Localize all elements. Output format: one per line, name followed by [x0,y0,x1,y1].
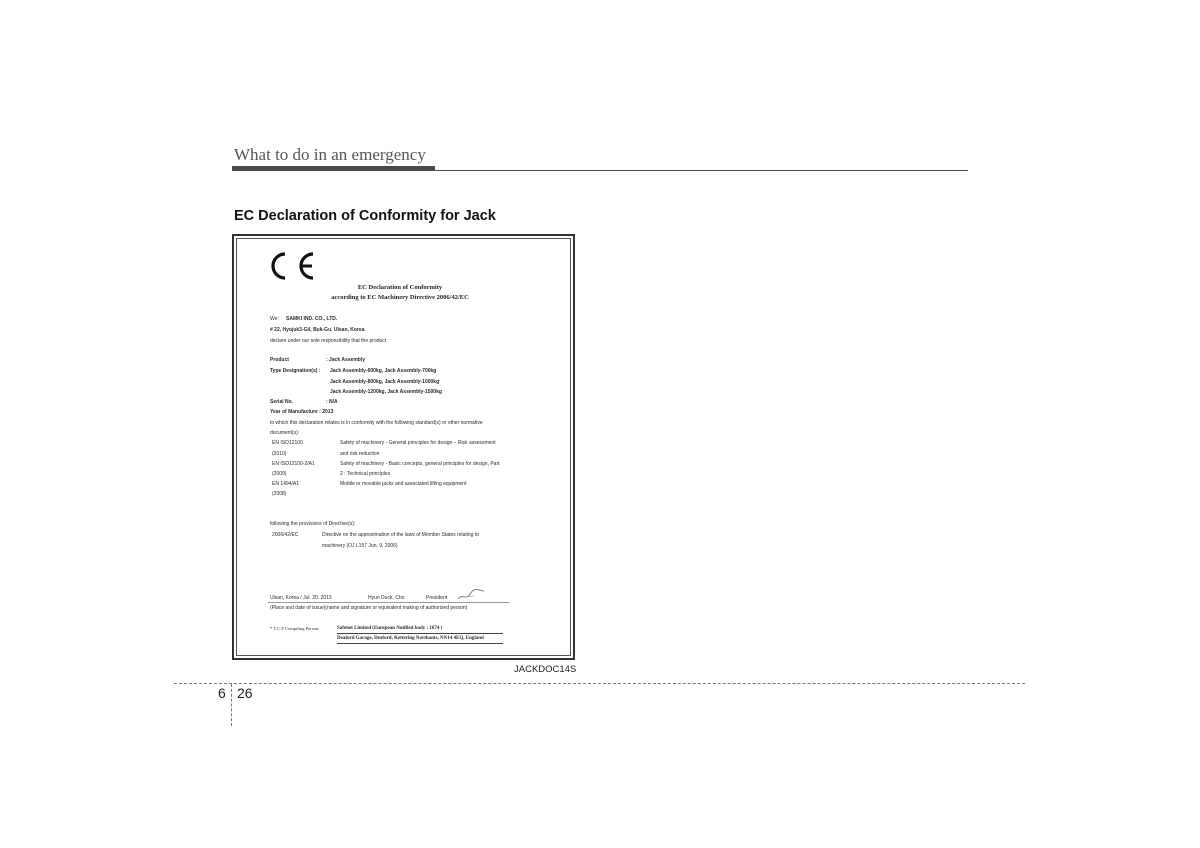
serial-label: Serial No. [270,399,294,405]
product-value: : Jack Assembly [326,357,366,363]
footer-dashed-divider [231,684,232,726]
chapter-header-title: What to do in an emergency [234,145,426,164]
type-designation-value: Jack Assembly-600kg, Jack Assembly-700kg [330,368,437,374]
conformity-statement-cont: document(s): [270,430,300,436]
company-name: SAMKI IND. CO., LTD. [286,316,338,322]
type-designation-value: Jack Assembly-800kg, Jack Assembly-1000kg [330,379,440,385]
standard-code: EN ISO12100 [272,440,303,446]
footer-dashed-rule [174,683,1025,684]
figure-caption-code: JACKDOC14S [514,664,577,675]
company-address: # 22, Hyojuk3-Gil, Buk-Gu, Ulsan, Korea [270,327,365,333]
standard-year: (2010) [272,451,287,457]
chapter-number: 6 [218,685,226,701]
directive-description: Directive on the approximation of the laws of Member States relating to [322,532,480,538]
standard-description-cont: 2 : Technical principles [340,471,391,477]
tcf-address: Deaford Garage, Deaford, Kettering Northants, NN14 4EQ, England [337,636,484,641]
standard-description-cont: and risk reduction [340,451,380,457]
section-title: EC Declaration of Conformity for Jack [234,208,496,224]
standard-code: EN 1494/A1 [272,481,299,487]
header-rule-thin [435,170,968,171]
directive-description-cont: machinery (OJ L157 Jun. 9, 2006) [322,543,398,549]
signature-place-date: Ulsan, Korea / Jul. 20. 2013 [270,595,332,601]
standard-code: EN ISO12100-2/A1 [272,461,315,467]
document-title-line-2: according to EC Machinery Directive 2006/42/EC [331,294,469,301]
year-of-manufacture: Year of Manufacture : 2013 [270,409,334,415]
provisions-statement: following the provisions of Directive(s): [270,521,356,527]
standard-description: Safety of machinery - General principles for design – Risk assessment [340,440,496,446]
serial-value: : N/A [326,399,338,405]
page-number: 26 [237,685,253,701]
directive-code: 2006/42/EC [272,532,299,538]
type-designation-label: Type Designation(s) : [270,368,321,374]
standard-description: Safety of machinery - Basic concepts, general principles for design, Part [340,461,500,467]
we-label: We: [270,316,279,322]
document-title-line-1: EC Declaration of Conformity [357,284,443,291]
signatory-title: President [426,595,448,601]
type-designation-value: Jack Assembly-1200kg, Jack Assembly-1500kg [330,389,442,395]
tcf-name: Safenet Limited (European Notified body : 1674 ) [337,626,443,631]
declaration-statement: declare under our sole responsibility that the product [270,338,387,344]
standard-year: (2009) [272,471,287,477]
standard-year: (2008) [272,491,287,497]
conformity-statement: to which this declaration relates is in conformity with the following standard(s) or other normative [270,420,483,426]
product-label: Product [270,357,289,363]
standard-description: Mobile or movable jacks and associated lifting equipment [340,481,467,487]
tcf-label: * T.C.F Compiling Person: [270,626,320,631]
header-rule-thick [232,166,435,171]
signature-caption: (Place and date of issue)(name and signature or equivalent making of authorized person) [270,605,468,611]
certificate-frame-inner [236,238,571,656]
signatory-name: Hyun Duck, Cho [368,595,405,601]
